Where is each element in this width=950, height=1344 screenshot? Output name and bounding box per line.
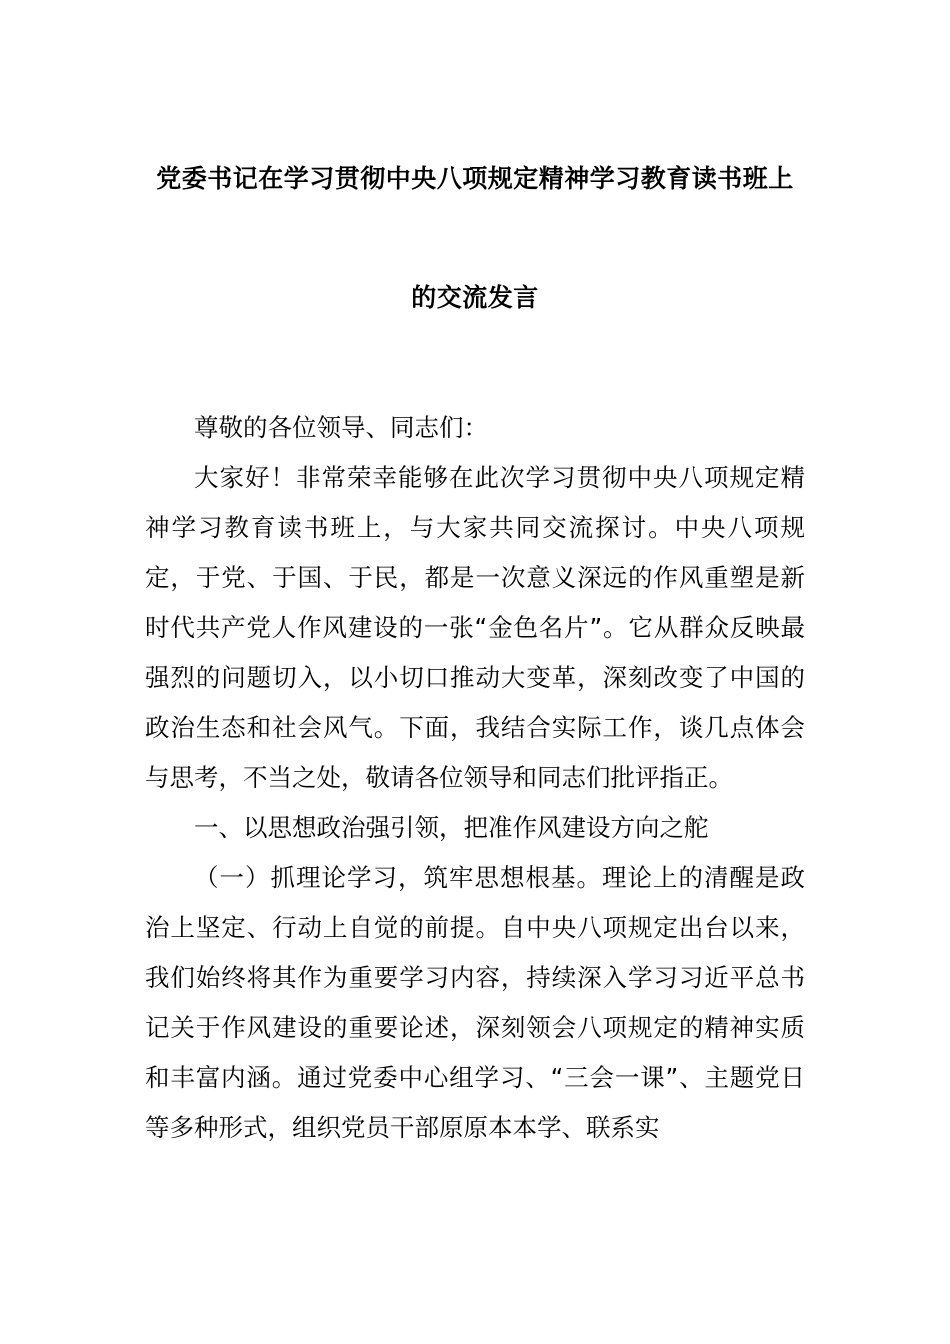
salutation: 尊敬的各位领导、同志们： — [194, 413, 488, 442]
section-heading-1: 一、以思想政治强引领，把准作风建设方向之舵 — [194, 813, 709, 842]
document-title-line-2: 的交流发言 — [411, 283, 539, 312]
document-title-line-1: 党委书记在学习贯彻中央八项规定精神学习教育读书班上 — [156, 164, 794, 193]
document-body — [145, 403, 805, 1153]
paragraph-subsection-1: （一）抓理论学习，筑牢思想根基。理论上的清醒是政治上坚定、行动上自觉的前提。自中央八项规定出台以来，我们始终将其作为重要学习内容，持续深入学习习近平总书记关于作风建设的重要论述，深刻领会八项规定的精神实质和丰富内涵。通过党委中心组学习、“三会一课”、主题党日等多种形式，组织党员干部原原本本学、联系实 — [145, 863, 805, 1142]
paragraph-opening: 大家好！非常荣幸能够在此次学习贯彻中央八项规定精神学习教育读书班上，与大家共同交流探讨。中央八项规定，于党、于国、于民，都是一次意义深远的作风重塑是新时代共产党人作风建设的一张“金色名片”。它从群众反映最强烈的问题切入，以小切口推动大变革，深刻改变了中国的政治生态和社会风气。下面，我结合实际工作，谈几点体会与思考，不当之处，敬请各位领导和同志们批评指正。 — [145, 463, 805, 792]
